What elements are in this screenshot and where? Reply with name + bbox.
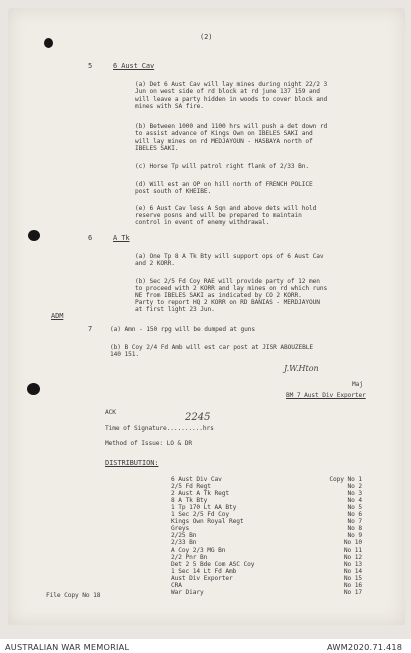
section-5-title: 6 Aust Cav [113,62,155,70]
section-7b-line2: 140 151. [110,351,140,358]
section-5b-line1: (b) Between 1000 and 1100 hrs will push a det down rd [135,123,328,130]
distribution-unit: 2/25 Bn [171,532,197,540]
distribution-unit: War Diary [171,588,204,596]
distribution-unit: CRA [171,581,182,589]
handwritten-time: 2245 [185,412,211,423]
section-5-number: 5 [88,62,93,70]
section-6-title: A Tk [113,234,130,242]
method-of-issue: Method of Issue: LO & DR [105,440,193,447]
section-6b-line4: Party to report HQ 2 KORR on RD BANIAS - MERDJAYOUN [135,299,320,306]
distribution-unit: 6 Aust Div Cav [171,476,222,483]
punch-hole-bottom [27,383,40,395]
section-5c-line1: (c) Horse Tp will patrol right flank of 2/33 Bn. [135,163,310,170]
handwritten-signature: J.W.Hton [284,364,319,373]
section-7-margin-label: ADM [51,312,64,320]
distribution-unit: 1 Tp 170 Lt AA Bty [171,504,237,512]
distribution-copy-number: No 12 [343,553,362,561]
signatory: BM 7 Aust Div Exporter [286,392,366,399]
distribution-unit: Aust Div Exporter [171,574,233,582]
section-5a-line4: mines with SA fire. [135,103,204,110]
distribution-unit: 2 Aust A Tk Regt [171,490,230,498]
distribution-copy-number: No 7 [347,518,362,526]
distribution-copy-number: No 9 [347,532,362,540]
section-5b-line3: will lay mines on rd MEDJAYOUN - HASBAYA north of [135,138,313,145]
punch-hole-middle [28,230,40,241]
distribution-copy-number: No 5 [347,504,362,512]
distribution-copy-number: No 15 [343,574,362,582]
file-copy: File Copy No 18 [46,592,101,599]
section-7-number: 7 [88,325,93,333]
section-6b-line1: (b) Sec 2/5 Fd Coy RAE will provide party of 12 men [135,278,320,285]
footer-catalogue-id: AWM2020.71.418 [327,642,403,652]
distribution-copy-number: No 13 [343,560,362,568]
distribution-unit: 8 A Tk Bty [171,497,208,505]
footer-institution: AUSTRALIAN WAR MEMORIAL [5,642,130,652]
distribution-copy-number: No 11 [343,546,362,554]
distribution-unit: 2/33 Bn [171,539,197,547]
document-page [8,8,405,625]
distribution-unit: A Coy 2/3 MG Bn [171,546,226,554]
distribution-copy-number: No 17 [343,588,362,596]
section-5e-line3: control in event of enemy withdrawal. [135,219,270,226]
distribution-copy-number: No 8 [347,525,362,533]
rank: Maj [352,381,363,388]
distribution-unit: Greys [171,525,190,533]
distribution-copy-number: No 14 [343,567,362,575]
section-5b-line2: to assist advance of Kings Own on IBELES SAKI and [135,130,313,137]
section-5e-line1: (e) 6 Aust Cav less A Sqn and above dets will hold [135,205,317,212]
section-6b-line5: at first light 23 Jun. [135,306,215,313]
section-6a-line1: (a) One Tp 8 A Tk Bty will support ops of 6 Aust Cav [135,253,324,260]
section-5d-line1: (d) Will est an OP on hill north of FRENCH POLICE [135,181,313,188]
distribution-copy-number: No 4 [347,497,362,505]
distribution-copy-number: No 10 [343,539,362,547]
section-6a-line2: and 2 KORR. [135,260,175,267]
distribution-unit: 1 Sec 14 Lt Fd Amb [171,567,237,575]
distribution-copy-number: No 16 [343,581,362,589]
section-7a-line1: (a) Amn - 150 rpg will be dumped at guns [110,326,256,333]
distribution-unit: 2/5 Fd Regt [171,483,211,491]
section-6b-line2: to proceed with 2 KORR and lay mines on rd which runs [135,285,328,292]
section-7b-line1: (b) B Coy 2/4 Fd Amb will est car post at JISR ABOUZEBLE [110,344,314,351]
section-6-number: 6 [88,234,93,242]
distribution-copy-number: No 3 [347,490,362,498]
distribution-copy-number: Copy No 1 [329,476,362,483]
section-5b-line4: IBELES SAKI. [135,145,179,152]
section-5a-line3: will leave a party hidden in woods to cover block and [135,96,328,103]
section-5d-line2: post south of KHEIBE. [135,188,212,195]
distribution-unit: Det 2 5 Bde Com ASC Coy [171,560,255,568]
section-5a-line2: Jun on west side of rd block at rd june 137 159 and [135,88,320,95]
ack-label: ACK [105,409,116,416]
distribution-unit: 2/2 Pnr Bn [171,553,208,561]
distribution-copy-number: No 2 [347,483,362,491]
time-of-signature: Time of Signature..........hrs [105,425,214,432]
distribution-unit: 1 Sec 2/5 Fd Coy [171,511,230,519]
archive-footer [0,638,411,653]
punch-hole-top [44,38,53,48]
section-6b-line3: NE from IBELES SAKI as indicated by CO 2 KORR. [135,292,302,299]
section-5e-line2: reserve posns and will be prepared to maintain [135,212,302,219]
section-5a-line1: (a) Det 6 Aust Cav will lay mines during night 22/2 3 [135,81,328,88]
distribution-unit: Kings Own Royal Regt [171,518,244,526]
distribution-copy-number: No 6 [347,511,362,519]
page-number: (2) [200,33,213,41]
distribution-heading: DISTRIBUTION: [105,459,159,467]
